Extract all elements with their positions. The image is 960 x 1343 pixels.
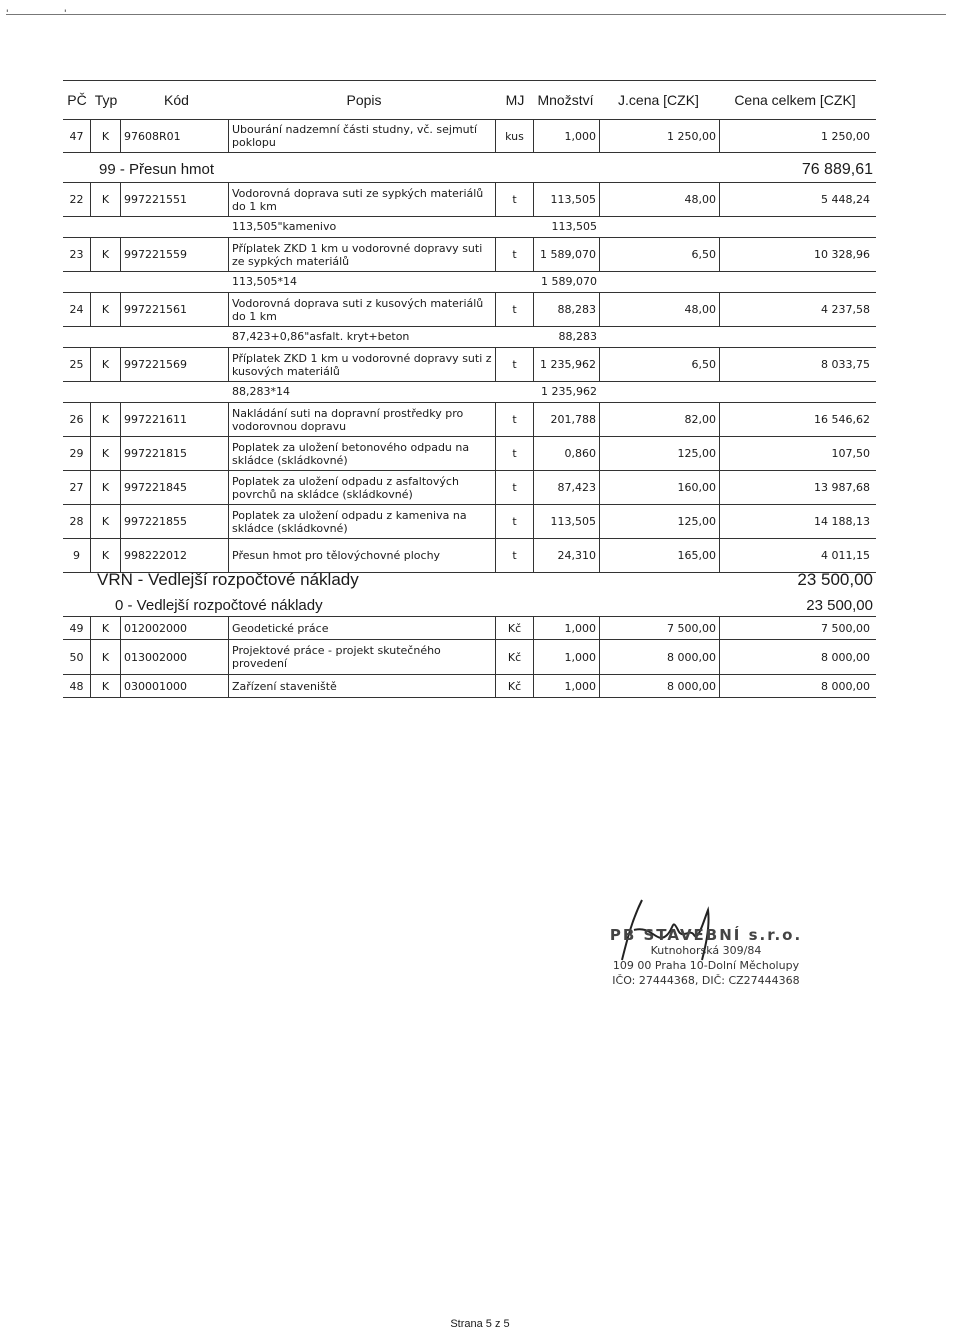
calc-row (63, 382, 876, 402)
cell-mj: t (496, 403, 534, 436)
cell-mj: t (496, 238, 534, 271)
col-kod-header: Kód (164, 92, 189, 108)
cell-kod: 997221845 (121, 471, 229, 504)
cell-jcena: 6,50 (600, 238, 720, 271)
cell-mj: t (496, 348, 534, 381)
cell-popis: Poplatek za uložení betonového odpadu na skládce (skládkovné) (229, 437, 496, 470)
section-99 (63, 160, 876, 573)
stamp-ids: IČO: 27444368, DIČ: CZ27444368 (612, 974, 800, 987)
cell-pc: 48 (63, 675, 91, 697)
table-row (63, 347, 876, 382)
cell-mnozstvi: 0,860 (534, 437, 600, 470)
cell-pc: 47 (63, 120, 91, 152)
cell-cena: 8 000,00 (821, 679, 870, 693)
calc-row (63, 217, 876, 237)
cell-kod: 012002000 (121, 617, 229, 639)
cell-mj: t (496, 293, 534, 326)
subsection-title: 0 - Vedlejší rozpočtové náklady (115, 597, 323, 614)
calc-row (63, 327, 876, 347)
section-header (63, 568, 876, 594)
cell-mnozstvi: 88,283 (534, 293, 600, 326)
col-typ-header: Typ (94, 92, 118, 108)
cell-cena: 5 448,24 (821, 193, 870, 206)
cell-mj: t (496, 471, 534, 504)
cell-typ: K (91, 293, 121, 326)
subsection-header (63, 594, 876, 616)
stamp-city: 109 00 Praha 10-Dolní Měcholupy (612, 959, 800, 972)
cell-pc: 50 (63, 640, 91, 674)
table-row (63, 437, 876, 471)
cell-mnozstvi: 1,000 (534, 120, 600, 152)
cell-kod: 997221559 (121, 238, 229, 271)
cell-mnozstvi: 24,310 (534, 539, 600, 572)
page-number: Strana 5 z 5 (450, 1318, 510, 1330)
cell-pc: 22 (63, 183, 91, 216)
cell-mnozstvi: 87,423 (534, 471, 600, 504)
stamp-address: Kutnohorská 309/84 (650, 944, 762, 957)
cell-cena: 4 237,58 (821, 303, 870, 316)
cell-typ: K (91, 617, 121, 639)
cell-kod: 997221815 (121, 437, 229, 470)
calc-row (63, 272, 876, 292)
cell-jcena: 7 500,00 (600, 617, 720, 639)
cell-cena: 13 987,68 (814, 481, 870, 494)
cell-mj: t (496, 505, 534, 538)
cell-jcena: 165,00 (600, 539, 720, 572)
section-0-rows (63, 616, 876, 698)
cell-pc: 29 (63, 437, 91, 470)
cell-popis: Příplatek ZKD 1 km u vodorovné dopravy suti z kusových materiálů (229, 348, 496, 381)
cell-cena: 7 500,00 (821, 621, 870, 635)
cell-kod: 998222012 (121, 539, 229, 572)
cell-typ: K (91, 675, 121, 697)
cell-mnozstvi: 1 235,962 (534, 348, 600, 381)
cell-jcena: 8 000,00 (600, 640, 720, 674)
cell-popis: Zařízení staveniště (229, 675, 496, 697)
cell-mnozstvi: 113,505 (534, 183, 600, 216)
col-cena-header: Cena celkem [CZK] (734, 91, 856, 108)
cell-jcena: 6,50 (600, 348, 720, 381)
cell-mj: Kč (496, 675, 534, 697)
cell-pc: 24 (63, 293, 91, 326)
col-mj-header: MJ (505, 92, 525, 108)
section-title: VRN - Vedlejší rozpočtové náklady (97, 570, 359, 589)
table-row (63, 617, 876, 640)
cell-jcena: 48,00 (600, 293, 720, 326)
table-row (63, 237, 876, 272)
cell-kod: 013002000 (121, 640, 229, 674)
table-row (63, 471, 876, 505)
section-99-rows (63, 182, 876, 573)
cell-jcena: 160,00 (600, 471, 720, 504)
cell-jcena: 82,00 (600, 403, 720, 436)
cell-typ: K (91, 183, 121, 216)
cell-jcena: 125,00 (600, 437, 720, 470)
cell-popis: Vodorovná doprava suti ze sypkých materiálů do 1 km (229, 183, 496, 216)
calc-value: 113,505 (551, 220, 597, 233)
calc-formula: 113,505"kamenivo (232, 220, 337, 233)
cell-mj: Kč (496, 617, 534, 639)
cell-typ: K (91, 120, 121, 152)
cell-cena: 8 033,75 (821, 358, 870, 371)
cell-cena: 8 000,00 (821, 650, 870, 664)
calc-value: 88,283 (558, 330, 597, 343)
cell-popis: Příplatek ZKD 1 km u vodorovné dopravy suti ze sypkých materiálů (229, 238, 496, 271)
cell-mnozstvi: 1,000 (534, 617, 600, 639)
table-row (63, 675, 876, 698)
cell-jcena: 1 250,00 (600, 120, 720, 152)
cell-popis: Vodorovná doprava suti z kusových materiálů do 1 km (229, 293, 496, 326)
section-title: 99 - Přesun hmot (99, 161, 215, 178)
cell-mnozstvi: 1,000 (534, 675, 600, 697)
cell-typ: K (91, 505, 121, 538)
cell-pc: 26 (63, 403, 91, 436)
section-header (63, 160, 876, 182)
cell-cena: 4 011,15 (821, 549, 870, 562)
cell-mnozstvi: 201,788 (534, 403, 600, 436)
cell-cena: 16 546,62 (814, 413, 870, 426)
cell-mj: t (496, 539, 534, 572)
calc-value: 1 235,962 (541, 385, 597, 398)
cell-typ: K (91, 471, 121, 504)
section-total: 23 500,00 (797, 570, 873, 589)
table-row (63, 292, 876, 327)
cell-kod: 997221855 (121, 505, 229, 538)
cell-pc: 23 (63, 238, 91, 271)
col-pc-header: PČ (67, 92, 87, 108)
cell-popis: Přesun hmot pro tělovýchovné plochy (229, 539, 496, 572)
stamp-company: PB STAVEBNÍ s.r.o. (609, 926, 803, 944)
cell-mj: t (496, 437, 534, 470)
cell-mj: Kč (496, 640, 534, 674)
cell-kod: 030001000 (121, 675, 229, 697)
cell-pc: 9 (63, 539, 91, 572)
cell-popis: Nakládání suti na dopravní prostředky pro vodorovnou dopravu (229, 403, 496, 436)
cell-pc: 25 (63, 348, 91, 381)
cell-mnozstvi: 1,000 (534, 640, 600, 674)
table-row (63, 402, 876, 437)
cell-kod: 997221561 (121, 293, 229, 326)
cell-kod: 997221551 (121, 183, 229, 216)
top-mark: ' (64, 9, 67, 19)
top-mark: ' (6, 9, 9, 19)
cell-kod: 997221569 (121, 348, 229, 381)
cell-typ: K (91, 437, 121, 470)
cell-cena: 107,50 (831, 447, 870, 460)
cell-popis: Poplatek za uložení odpadu z kameniva na skládce (skládkovné) (229, 505, 496, 538)
calc-formula: 88,283*14 (232, 385, 290, 398)
cell-kod: 97608R01 (121, 120, 229, 152)
cell-cena: 14 188,13 (814, 515, 870, 528)
cell-popis: Ubourání nadzemní části studny, vč. sejmutí poklopu (229, 120, 496, 152)
cell-jcena: 125,00 (600, 505, 720, 538)
subsection-total: 23 500,00 (806, 597, 873, 614)
cell-mj: kus (496, 120, 534, 152)
company-stamp (596, 928, 816, 988)
cell-cena: 10 328,96 (814, 248, 870, 261)
cell-pc: 49 (63, 617, 91, 639)
cell-typ: K (91, 348, 121, 381)
cell-popis: Geodetické práce (229, 617, 496, 639)
cell-typ: K (91, 539, 121, 572)
col-jcena-header: J.cena [CZK] (618, 92, 699, 108)
cell-mj: t (496, 183, 534, 216)
section-total: 76 889,61 (801, 161, 873, 178)
calc-formula: 87,423+0,86"asfalt. kryt+beton (232, 330, 410, 343)
cell-popis: Projektové práce - projekt skutečného provedení (229, 640, 496, 674)
table-row (63, 640, 876, 675)
calc-value: 1 589,070 (541, 275, 597, 288)
col-popis-header: Popis (346, 91, 382, 108)
cell-jcena: 48,00 (600, 183, 720, 216)
cell-kod: 997221611 (121, 403, 229, 436)
cell-typ: K (91, 403, 121, 436)
cell-typ: K (91, 238, 121, 271)
table-header (63, 80, 876, 120)
cell-pc: 28 (63, 505, 91, 538)
table-row (63, 505, 876, 539)
cell-cena: 1 250,00 (821, 129, 870, 143)
table-row (63, 182, 876, 217)
table-row (63, 120, 876, 153)
cell-pc: 27 (63, 471, 91, 504)
top-rule (6, 9, 946, 19)
cell-mnozstvi: 1 589,070 (534, 238, 600, 271)
col-mnozstvi-header: Množství (537, 92, 594, 108)
section-vrn (63, 568, 876, 698)
cell-mnozstvi: 113,505 (534, 505, 600, 538)
cell-jcena: 8 000,00 (600, 675, 720, 697)
cell-typ: K (91, 640, 121, 674)
cell-popis: Poplatek za uložení odpadu z asfaltových povrchů na skládce (skládkovné) (229, 471, 496, 504)
items-table-top (63, 80, 876, 153)
calc-formula: 113,505*14 (232, 275, 297, 288)
